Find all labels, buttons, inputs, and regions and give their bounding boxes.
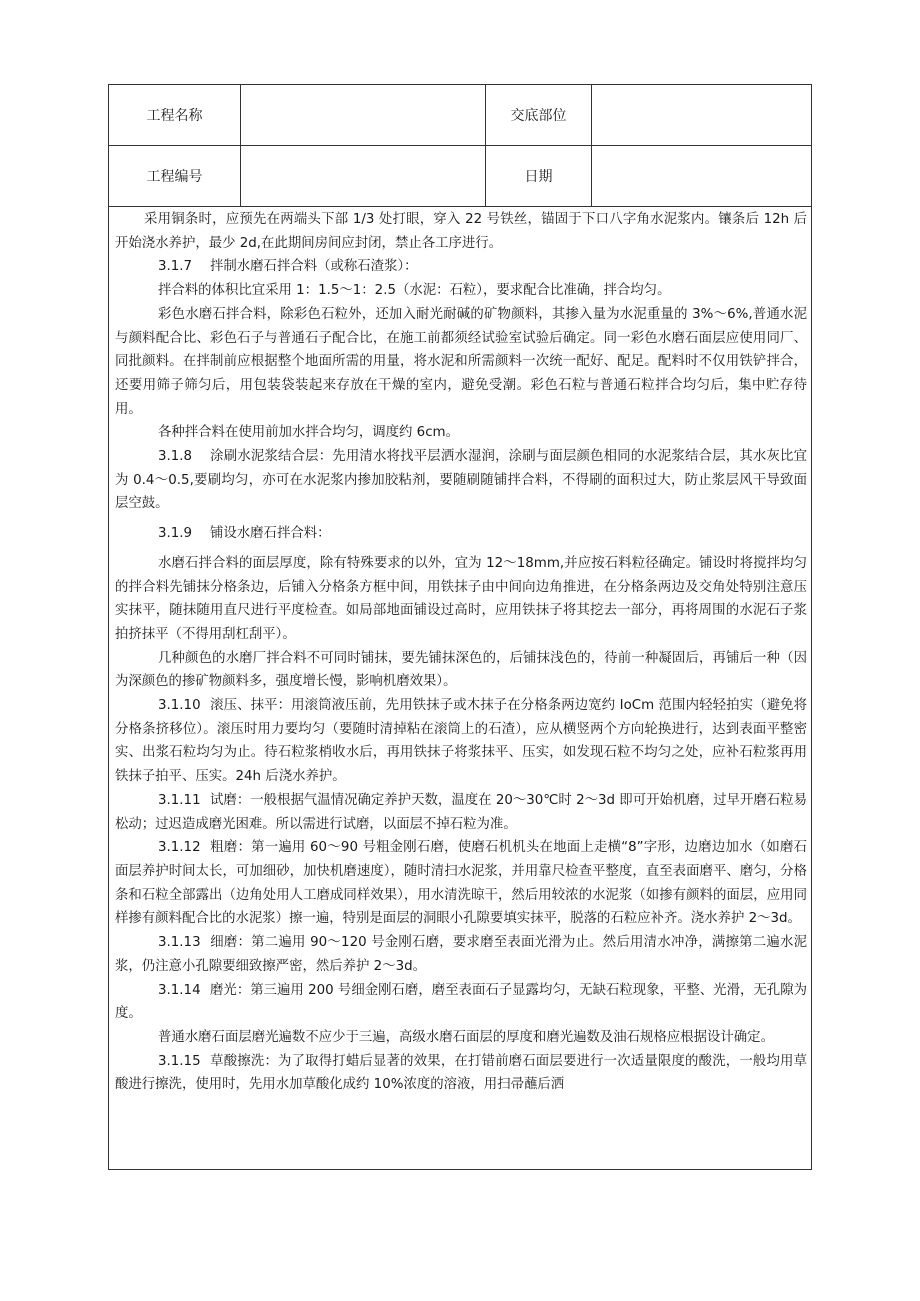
paragraph: 采用铜条时，应预先在两端头下部 1/3 处打眼，穿入 22 号铁丝，锚固于下口八字角水泥浆内。镶条后 12h 后开始浇水养护，最少 2d,在此期间房间应封闭，禁止各工序进行。 — [115, 212, 807, 251]
section-number: 3.1.13 — [158, 935, 201, 951]
section-heading — [115, 836, 807, 931]
section-text: 试磨：一般根据气温情况确定养护天数，温度在 20～30℃时 2～3d 即可开始机磨，过早开磨石粒易松动；过迟造成磨光困难。所以需进行试磨，以面层不掉石粒为准。 — [115, 792, 807, 832]
section-number: 3.1.9 — [158, 526, 193, 542]
section-text: 滚压、抹平：用滚筒液压前，先用铁抹子或木抹子在分格条两边宽约 IoCm 范围内轻轻拍实（避免将分格条挤移位）。滚压时用力要均匀（要随时清掉粘在滚筒上的石渣），应从横竖两个方向轮换进行，达到表面平整密实、出浆石粒均匀为止。待石粒浆梢收水后，再用铁抹子将浆抹平、压实，如发现石粒不均匀之处，应补石粒浆再用铁抹子拍平、压实。24h 后浇水养护。 — [115, 698, 807, 785]
date-label: 日期 — [486, 146, 592, 207]
paragraph: 几种颜色的水磨厂拌合料不可同时铺抹，要先铺抹深色的，后铺抹浅色的，待前一种凝固后，再铺后一种（因为深颜色的掺矿物颜料多，强度增长慢，影响机磨效果）。 — [115, 650, 807, 690]
section-number: 3.1.15 — [158, 1053, 201, 1069]
section-heading — [115, 694, 807, 789]
section-text: 细磨：第二遍用 90～120 号金刚石磨，要求磨至表面光滑为止。然后用清水冲净，满擦第二遍水泥浆，仍注意小孔隙要细致擦严密，然后养护 2～3d。 — [115, 935, 807, 974]
section-number: 3.1.11 — [158, 792, 201, 808]
section-text: 草酸擦洗：为了取得打蜡后显著的效果，在打错前磨石面层要进行一次适量限度的酸洗，一般均用草酸进行擦洗，使用时，先用水加草酸化成约 10%浓度的溶液，用扫帚蘸后洒 — [115, 1053, 807, 1093]
section-heading — [115, 1050, 807, 1097]
header-table — [109, 85, 811, 207]
document-frame — [108, 84, 812, 1170]
section-heading — [115, 789, 807, 836]
section-number: 3.1.8 — [158, 449, 193, 465]
section-heading — [115, 522, 807, 546]
section-heading — [115, 979, 807, 1026]
section-text: 磨光：第三遍用 200 号细金刚石磨，磨至表面石子显露均匀，无缺石粒现象，平整、光滑，无孔隙为度。 — [115, 982, 807, 1022]
content-body — [109, 208, 811, 1097]
paragraph: 拌合料的体积比宜采用 1：1.5～1：2.5（水泥：石粒），要求配合比准确，拌合均匀。 — [158, 283, 671, 299]
paragraph: 彩色水磨石拌合料，除彩色石粒外，还加入耐光耐碱的矿物颜料，其掺入量为水泥重量的 3%～6%,普通水泥与颜料配合比、彩色石子与普通石子配合比，在施工前都须经试验室试验后确定。同一彩色水磨石面层应使用同厂、同批颜料。在拌制前应根据整个地面所需的用量，将水泥和所需颜料一次统一配好、配足。配料时不仅用铁铲拌合，还要用筛子筛匀后，用包装袋装起来存放在干燥的室内，避免受潮。彩色石粒与普通石粒拌合均匀后，集中贮存待用。 — [115, 306, 807, 417]
section-text: 粗磨：第一遍用 60～90 号粗金刚石磨，使磨石机机头在地面上走横“8”字形，边磨边加水（如磨石面层养护时间太长，可加细砂，加快机磨速度），随时清扫水泥浆，并用靠尺检查平整度，直至表面磨平、磨匀，分格条和石粒全部露出（边角处用人工磨成同样效果），用水清洗晾干，然后用较浓的水泥浆（如掺有颜料的面层，应用同样掺有颜料配合比的水泥浆）擦一遍，特别是面层的洞眼小孔隙要填实抹平，脱落的石粒应补齐。浇水养护 2～3d。 — [115, 840, 807, 927]
project-no-value — [241, 146, 486, 207]
project-no-label: 工程编号 — [109, 146, 241, 207]
handover-part-label: 交底部位 — [486, 85, 592, 146]
paragraph: 水磨石拌合料的面层厚度，除有特殊要求的以外，宜为 12～18mm,并应按石料粒径确定。铺设时将搅拌均匀的拌合料先铺抹分格条边，后铺入分格条方框中间，用铁抹子由中间向边角推进，在分格条两边及交角处特别注意压实抹平，随抹随用直尺进行平度检查。如局部地面铺设过高时，应用铁抹子将其挖去一部分，再将周围的水泥石子浆拍挤抹平（不得用刮杠刮平）。 — [115, 555, 807, 642]
project-name-label: 工程名称 — [109, 85, 241, 146]
section-number: 3.1.14 — [158, 982, 201, 998]
section-text: 铺设水磨石拌合料： — [210, 526, 331, 542]
handover-part-value — [592, 85, 811, 146]
date-value — [592, 146, 811, 207]
section-heading — [115, 255, 807, 279]
project-name-value — [241, 85, 486, 146]
paragraph: 普通水磨石面层磨光遍数不应少于三遍，高级水磨石面层的厚度和磨光遍数及油石规格应根据设计确定。 — [158, 1029, 774, 1045]
section-number: 3.1.10 — [158, 698, 201, 714]
section-heading — [115, 445, 807, 516]
section-heading — [115, 931, 807, 978]
section-text: 涂刷水泥浆结合层：先用清水将找平层洒水湿润，涂刷与面层颜色相同的水泥浆结合层，其水灰比宜为 0.4～0.5,要刷均匀，亦可在水泥浆内掺加胶粘剂，要随刷随铺拌合料，不得刷的面积过大，防止浆层风干导致面层空鼓。 — [115, 449, 807, 512]
section-text: 拌制水磨石拌合料（或称石渣浆）： — [210, 259, 418, 275]
section-number: 3.1.7 — [158, 259, 193, 275]
section-number: 3.1.12 — [158, 840, 201, 856]
paragraph: 各种拌合料在使用前加水拌合均匀，调度约 6cm。 — [158, 425, 459, 441]
